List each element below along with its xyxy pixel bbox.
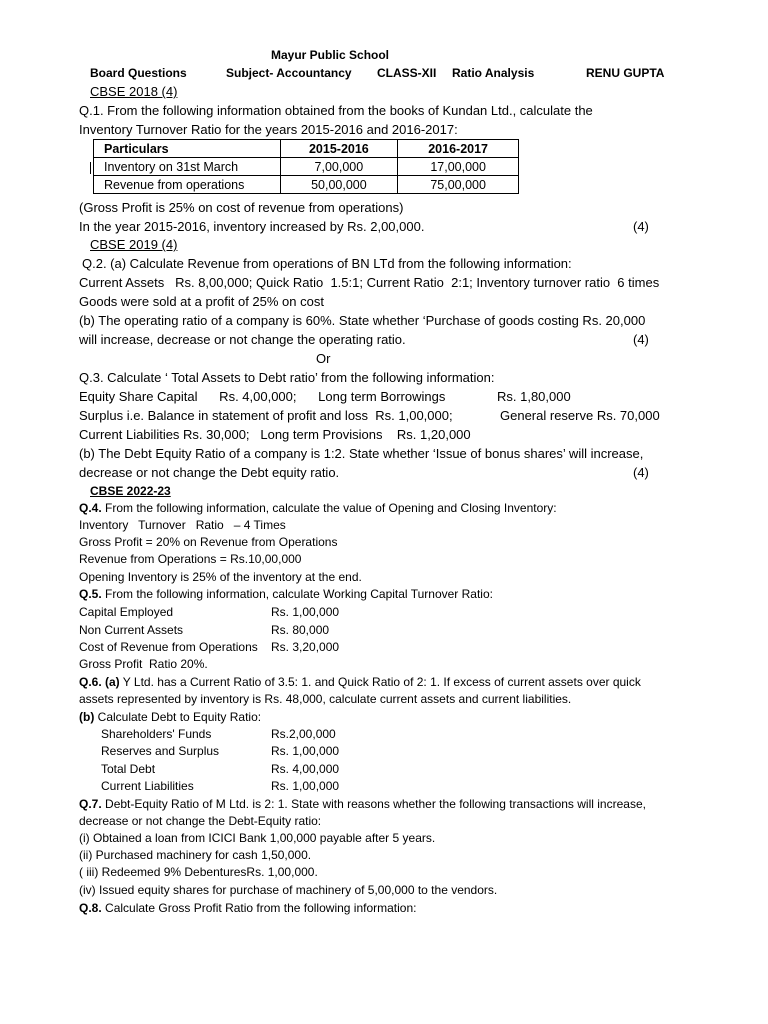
- q1-line1: Q.1. From the following information obtained from the books of Kundan Ltd., calculate the: [79, 103, 593, 118]
- table-cell: Revenue from operations: [94, 176, 281, 194]
- q5-item-value: Rs. 80,000: [271, 623, 330, 637]
- q5-item-name: Non Current Assets: [79, 623, 184, 637]
- q1-note2: In the year 2015-2016, inventory increased by Rs. 2,00,000.: [79, 219, 425, 234]
- q6-line2: assets represented by inventory is Rs. 48,000, calculate current assets and current liabilities.: [79, 692, 572, 706]
- or-separator: Or: [316, 351, 331, 366]
- q2-line2: Current Assets Rs. 8,00,000; Quick Ratio 1.5:1; Current Ratio 2:1; Inventory turnover ratio 6 times: [79, 275, 660, 290]
- q6-b-label: (b): [79, 710, 95, 724]
- table-header: 2015-2016: [280, 140, 398, 158]
- q4-label: Q.4.: [79, 501, 102, 515]
- q6-text: Y Ltd. has a Current Ratio of 3.5: 1. and Quick Ratio of 2: 1. If excess of current assets over quick: [119, 675, 641, 689]
- q1-note1: (Gross Profit is 25% on cost of revenue from operations): [79, 200, 404, 215]
- q3-equity: Equity Share Capital Rs. 4,00,000; Long term Borrowings: [79, 389, 446, 404]
- table-header: Particulars: [94, 140, 281, 158]
- q5-label: Q.5.: [79, 587, 102, 601]
- q5-gp: Gross Profit Ratio 20%.: [79, 657, 208, 671]
- q6-item-name: Total Debt: [101, 762, 156, 776]
- q6-item-value: Rs. 1,00,000: [271, 744, 340, 758]
- section-cbse-2018: CBSE 2018 (4): [90, 84, 178, 99]
- row-marker: [90, 162, 91, 174]
- table-header: 2016-2017: [398, 140, 519, 158]
- q7-item: (iv) Issued equity shares for purchase of machinery of 5,00,000 to the vendors.: [79, 883, 498, 897]
- q6-item-value: Rs.2,00,000: [271, 727, 336, 741]
- q4-item: Inventory Turnover Ratio – 4 Times: [79, 518, 286, 532]
- author: RENU GUPTA: [586, 66, 665, 80]
- q6-b-text: Calculate Debt to Equity Ratio:: [94, 710, 262, 724]
- q5-item-name: Cost of Revenue from Operations: [79, 640, 258, 654]
- q3-general-reserve: General reserve Rs. 70,000: [500, 408, 660, 423]
- table-cell: Inventory on 31st March: [94, 158, 281, 176]
- q7-line2: decrease or not change the Debt-Equity ratio:: [79, 814, 322, 828]
- q2-line4: (b) The operating ratio of a company is 60%. State whether ‘Purchase of goods costing Rs. 20,000: [79, 313, 646, 328]
- q2-line1: Q.2. (a) Calculate Revenue from operations of BN LTd from the following information:: [82, 256, 572, 271]
- q8-line1: [79, 902, 416, 914]
- school-name: Mayur Public School: [271, 48, 390, 62]
- q8-label: Q.8.: [79, 901, 102, 915]
- q2-line5: will increase, decrease or not change the operating ratio.: [79, 332, 406, 347]
- table-cell: 50,00,000: [280, 176, 398, 194]
- q5-text: From the following information, calculate Working Capital Turnover Ratio:: [101, 587, 493, 601]
- q3-b2: decrease or not change the Debt equity ratio.: [79, 465, 340, 480]
- q3-marks: (4): [633, 465, 649, 480]
- board-questions: Board Questions: [90, 66, 187, 80]
- table-row: [94, 158, 519, 176]
- q3-surplus: Surplus i.e. Balance in statement of profit and loss Rs. 1,00,000;: [79, 408, 453, 423]
- q8-text: Calculate Gross Profit Ratio from the following information:: [101, 901, 417, 915]
- q4-item: Opening Inventory is 25% of the inventory at the end.: [79, 570, 362, 584]
- q5-item-name: Capital Employed: [79, 605, 174, 619]
- q2-marks: (4): [633, 332, 649, 347]
- table-cell: 75,00,000: [398, 176, 519, 194]
- q3-line1: Q.3. Calculate ‘ Total Assets to Debt ratio’ from the following information:: [79, 370, 495, 385]
- topic: Ratio Analysis: [452, 66, 535, 80]
- q6-item-name: Shareholders' Funds: [101, 727, 212, 741]
- q6-label: Q.6. (a): [79, 675, 120, 689]
- section-cbse-2019: CBSE 2019 (4): [90, 237, 178, 252]
- table-row: [94, 176, 519, 194]
- q4-item: Gross Profit = 20% on Revenue from Operations: [79, 535, 338, 549]
- q7-item: ( iii) Redeemed 9% DebenturesRs. 1,00,000.: [79, 865, 318, 879]
- q7-item: (i) Obtained a loan from ICICI Bank 1,00,000 payable after 5 years.: [79, 831, 436, 845]
- q3-b1: (b) The Debt Equity Ratio of a company is 1:2. State whether ‘Issue of bonus shares’ will increase,: [79, 446, 644, 461]
- q6-item-value: Rs. 1,00,000: [271, 779, 340, 793]
- table-cell: 17,00,000: [398, 158, 519, 176]
- q3-borrowings: Rs. 1,80,000: [497, 389, 571, 404]
- q6-item-name: Reserves and Surplus: [101, 744, 220, 758]
- q1-marks: (4): [633, 219, 649, 234]
- q5-line1: [79, 588, 493, 600]
- q7-text: Debt-Equity Ratio of M Ltd. is 2: 1. State with reasons whether the following transactions will increase,: [101, 797, 646, 811]
- table-header-row: [94, 140, 519, 158]
- class: CLASS-XII: [377, 66, 437, 80]
- q6-b-line: [79, 711, 261, 723]
- q6-item-name: Current Liabilities: [101, 779, 194, 793]
- q2-line3: Goods were sold at a profit of 25% on cost: [79, 294, 324, 309]
- subject: Subject- Accountancy: [226, 66, 352, 80]
- q4-item: Revenue from Operations = Rs.10,00,000: [79, 552, 302, 566]
- q5-item-value: Rs. 3,20,000: [271, 640, 340, 654]
- q7-item: (ii) Purchased machinery for cash 1,50,000.: [79, 848, 312, 862]
- q6-item-value: Rs. 4,00,000: [271, 762, 340, 776]
- table-cell: 7,00,000: [280, 158, 398, 176]
- inventory-table: [93, 139, 519, 194]
- q7-label: Q.7.: [79, 797, 102, 811]
- q1-line2: Inventory Turnover Ratio for the years 2015-2016 and 2016-2017:: [79, 122, 458, 137]
- q5-item-value: Rs. 1,00,000: [271, 605, 340, 619]
- q6-line1: [79, 676, 641, 688]
- q4-text: From the following information, calculate the value of Opening and Closing Inventory:: [101, 501, 557, 515]
- q3-current: Current Liabilities Rs. 30,000; Long term Provisions Rs. 1,20,000: [79, 427, 471, 442]
- q4-line1: [79, 502, 557, 514]
- q7-line1: [79, 798, 646, 810]
- section-cbse-2022: CBSE 2022-23: [90, 484, 171, 498]
